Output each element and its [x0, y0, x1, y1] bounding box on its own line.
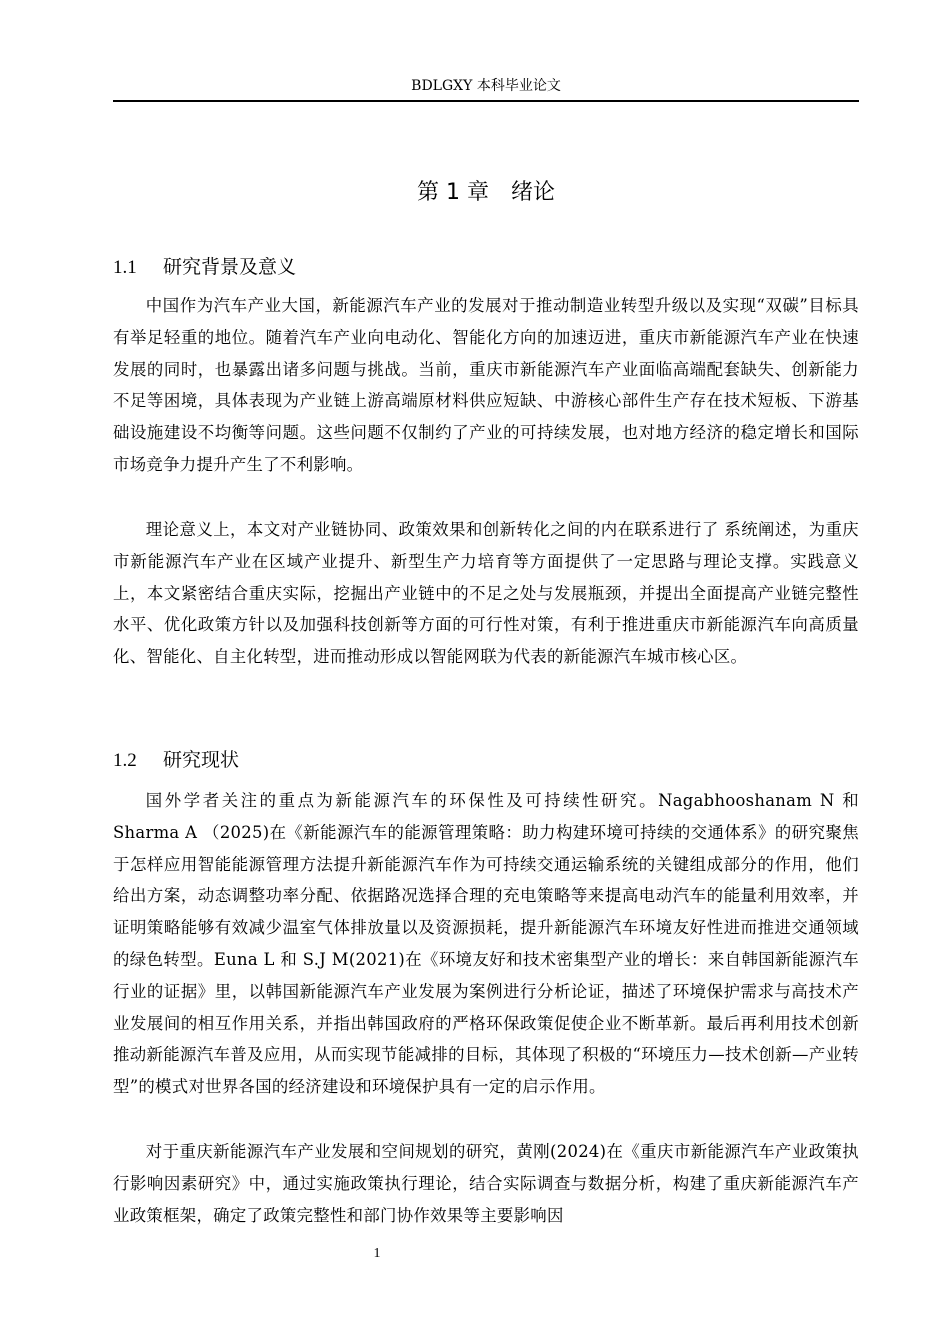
running-header: BDLGXY 本科毕业论文 [411, 78, 561, 94]
section-heading-1-2 [113, 745, 239, 776]
chapter-name: 绪论 [510, 180, 555, 205]
section-heading-1-1 [113, 252, 296, 283]
paragraph-significance: 理论意义上，本文对产业链协同、政策效果和创新转化之间的内在联系进行了 系统阐述，为重庆市新能源汽车产业在区域产业提升、新型生产力培育等方面提供了一定思路与理论支撑。实践意义上，本文紧密结合重庆实际，挖掘出产业链中的不足之处与发展瓶颈，并提出全面提高产业链完整性水平、优化政策方针以及加强科技创新等方面的可行性对策，有利于推进重庆市新能源汽车向高质量化、智能化、自主化转型，进而推动形成以智能网联为代表的新能源汽车城市核心区。 [113, 520, 859, 667]
header-rule [113, 100, 859, 102]
chapter-number: 第 1 章 [417, 180, 489, 205]
section-title: 研究现状 [163, 749, 240, 771]
section-number: 1.1 [113, 257, 137, 278]
paragraph-foreign-research: 国外学者关注的重点为新能源汽车的环保性及可持续性研究。Nagabhooshanam N 和 Sharma A （2025)在《新能源汽车的能源管理策略：助力构建环境可持续的交通体系》的研究聚焦于怎样应用智能能源管理方法提升新能源汽车作为可持续交通运输系统的关键组成部分的作用，他们给出方案，动态调整功率分配、依据路况选择合理的充电策略等来提高电动汽车的能量利用效率，并证明策略能够有效减少温室气体排放量以及资源损耗，提升新能源汽车环境友好性进而推进交通领域的绿色转型。Euna L 和 S.J M(2021)在《环境友好和技术密集型产业的增长：来自韩国新能源汽车行业的证据》里，以韩国新能源汽车产业发展为案例进行分析论证，描述了环境保护需求与高技术产业发展间的相互作用关系，并指出韩国政府的严格环保政策促使企业不断革新。最后再利用技术创新推动新能源汽车普及应用，从而实现节能减排的目标，其体现了积极的“环境压力—技术创新—产业转型”的模式对世界各国的经济建设和环境保护具有一定的启示作用。 [113, 791, 859, 1097]
paragraph-background: 中国作为汽车产业大国，新能源汽车产业的发展对于推动制造业转型升级以及实现“双碳”目标具有举足轻重的地位。随着汽车产业向电动化、智能化方向的加速迈进，重庆市新能源汽车产业在快速发展的同时，也暴露出诸多问题与挑战。当前，重庆市新能源汽车产业面临高端配套缺失、创新能力不足等困境，具体表现为产业链上游高端原材料供应短缺、中游核心部件生产存在技术短板、下游基础设施建设不均衡等问题。这些问题不仅制约了产业的可持续发展，也对地方经济的稳定增长和国际市场竞争力提升产生了不利影响。 [113, 296, 859, 474]
section-number: 1.2 [113, 750, 137, 771]
paragraph-chongqing-research: 对于重庆新能源汽车产业发展和空间规划的研究，黄刚(2024)在《重庆市新能源汽车产业政策执行影响因素研究》中，通过实施政策执行理论，结合实际调查与数据分析，构建了重庆新能源汽车产业政策框架，确定了政策完整性和部门协作效果等主要影响因 [113, 1142, 859, 1225]
chapter-title [113, 176, 859, 210]
page-number: 1 [373, 1246, 381, 1261]
section-title: 研究背景及意义 [163, 256, 297, 278]
